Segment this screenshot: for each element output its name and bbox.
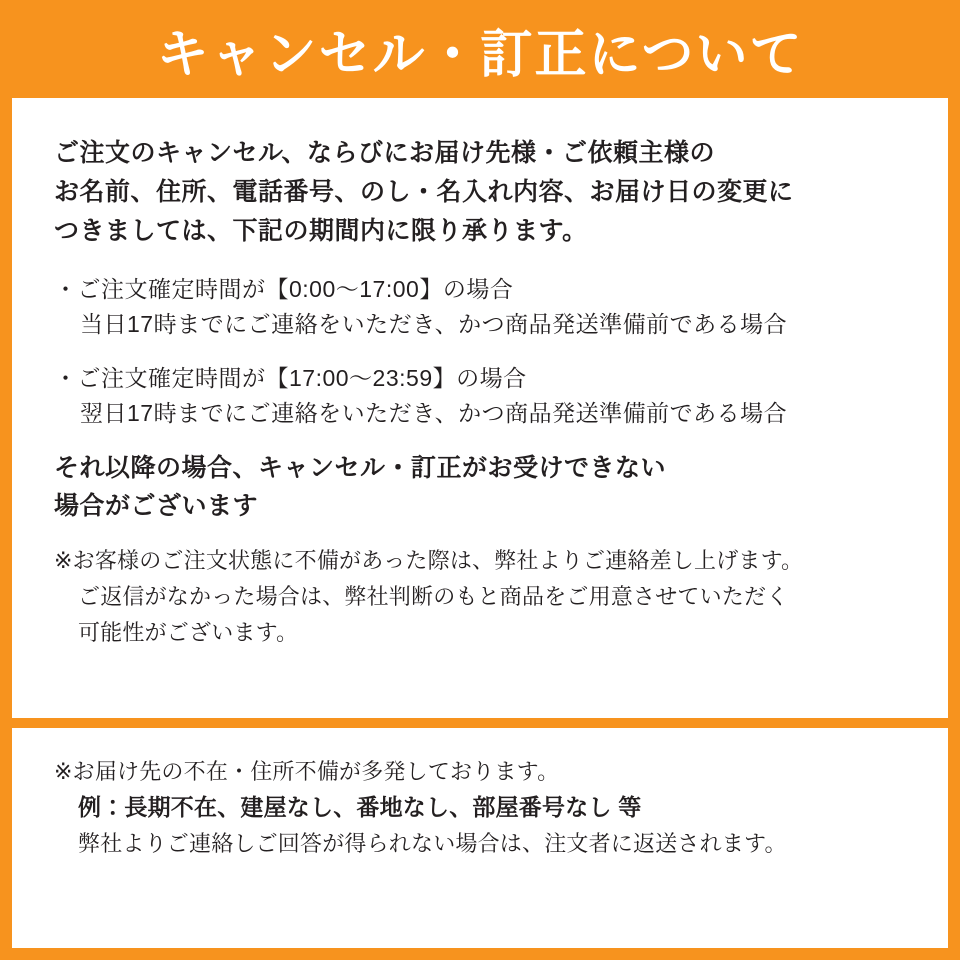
condition-title: ・ご注文確定時間が【17:00〜23:59】の場合 <box>54 365 527 392</box>
lead-paragraph <box>54 134 906 250</box>
panel-divider <box>12 718 948 728</box>
lead-line-1: ご注文のキャンセル、ならびにお届け先様・ご依頼主様の <box>54 139 716 167</box>
footer-panel <box>12 728 948 948</box>
footer-line-3: 弊社よりご連絡しご回答が得られない場合は、注文者に返送されます。 <box>78 830 787 856</box>
lead-line-3: つきましては、下記の期間内に限り承ります。 <box>54 216 588 245</box>
note-line-2: ご返信がなかった場合は、弊社判断のもと商品をご用意させていただく <box>78 583 789 609</box>
main-panel <box>12 98 948 718</box>
footer-line-example: 例：長期不在、建屋なし、番地なし、部屋番号なし 等 <box>78 794 642 821</box>
condition-detail: 当日17時までにご連絡をいただき、かつ商品発送準備前である場合 <box>80 310 788 337</box>
emphasis-paragraph <box>54 450 906 525</box>
notes-block <box>54 543 906 650</box>
note-line-3: 可能性がございます。 <box>78 619 299 645</box>
condition-title: ・ご注文確定時間が【0:00〜17:00】の場合 <box>54 276 514 303</box>
page-title: キャンセル・訂正について <box>156 26 804 84</box>
emphasis-line-1: それ以降の場合、キャンセル・訂正がお受けできない <box>54 454 667 483</box>
condition-item-2 <box>54 361 906 430</box>
emphasis-line-2: 場合がございます <box>54 491 259 520</box>
note-line-1: ※お客様のご注文状態に不備があった際は、弊社よりご連絡差し上げます。 <box>54 548 804 574</box>
condition-item-1 <box>54 272 906 341</box>
lead-line-2: お名前、住所、電話番号、のし・名入れ内容、お届け日の変更に <box>54 177 794 206</box>
page-header <box>12 12 948 98</box>
condition-detail: 翌日17時までにご連絡をいただき、かつ商品発送準備前である場合 <box>80 399 788 426</box>
footer-line-1: ※お届け先の不在・住所不備が多発しております。 <box>54 759 560 784</box>
